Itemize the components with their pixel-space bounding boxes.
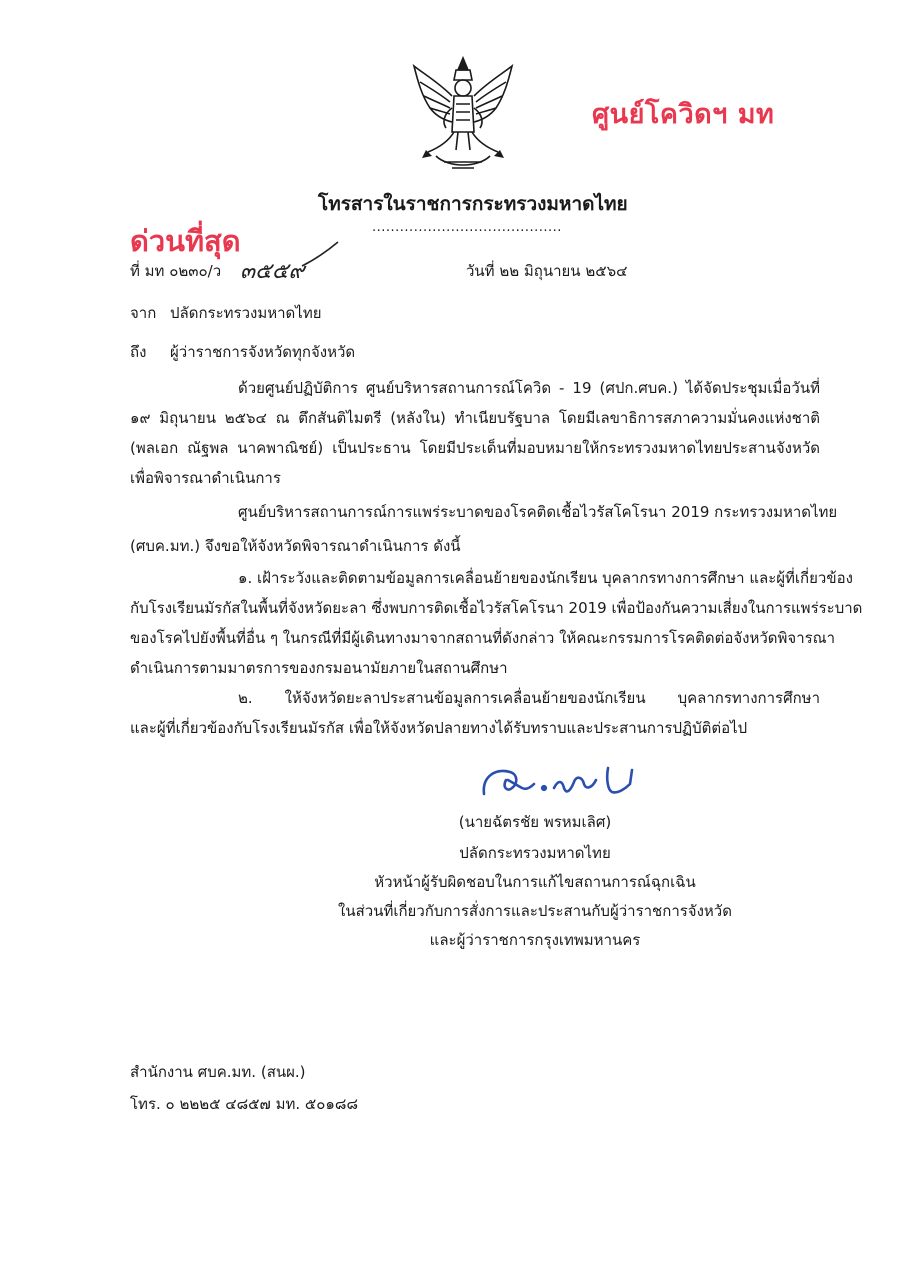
para1-line2: ๑๙ มิถุนายน ๒๕๖๔ ณ ตึกสันติไมตรี (หลังใน) ทำเนียบรัฐบาล โดยมีเลขาธิการสภาความมั่นคงแห่งชาติ	[130, 409, 820, 427]
item1-line2: กับโรงเรียนมัรกัสในพื้นที่จังหวัดยะลา ซึ่งพบการติดเชื้อไวรัสโคโรนา 2019 เพื่อป้องกันความเสี่ยงในการแพร่ระบาด	[130, 599, 863, 617]
item1-line3: ของโรคไปยังพื้นที่อื่น ๆ ในกรณีที่มีผู้เดินทางมาจากสถานที่ดังกล่าว ให้คณะกรรมการโรคติดต่อจังหวัดพิจารณา	[130, 629, 836, 647]
signatory-role-3: และผู้ว่าราชการกรุงเทพมหานคร	[429, 931, 641, 949]
signatory-title: ปลัดกระทรวงมหาดไทย	[459, 844, 611, 862]
para1-line3: (พลเอก ณัฐพล นาคพาณิชย์) เป็นประธาน โดยมีประเด็นที่มอบหมายให้กระทรวงมหาดไทยประสานจังหวัด	[130, 439, 820, 457]
para2-line1: ศูนย์บริหารสถานการณ์การแพร่ระบาดของโรคติดเชื้อไวรัสโคโรนา 2019 กระทรวงมหาดไทย	[238, 503, 838, 521]
to-value: ผู้ว่าราชการจังหวัดทุกจังหวัด	[170, 343, 356, 361]
para2-line2: (ศบค.มท.) จึงขอให้จังหวัดพิจารณาดำเนินการ ดังนี้	[130, 537, 461, 555]
from-label: จาก	[130, 304, 157, 322]
reference-number: ที่ มท ๐๒๓๐/ว	[130, 262, 222, 280]
signature-mark	[478, 758, 658, 808]
office-phone: โทร. ๐ ๒๒๒๕ ๔๘๕๗ มท. ๕๐๑๘๘	[130, 1095, 359, 1113]
garuda-emblem	[408, 52, 518, 177]
item2-line2: และผู้ที่เกี่ยวข้องกับโรงเรียนมัรกัส เพื่อให้จังหวัดปลายทางได้รับทราบและประสานการปฏิบัติต่อไป	[130, 719, 748, 737]
document-date: วันที่ ๒๒ มิถุนายน ๒๕๖๔	[466, 262, 628, 280]
item1-line1: ๑. เฝ้าระวังและติดตามข้อมูลการเคลื่อนย้ายของนักเรียน บุคลากรทางการศึกษา และผู้ที่เกี่ยวข้อง	[238, 569, 853, 587]
to-label: ถึง	[130, 343, 147, 361]
urgency-stamp: ด่วนที่สุด	[130, 224, 241, 258]
handwritten-stroke	[300, 240, 340, 270]
covid-center-stamp: ศูนย์โควิดฯ มท	[592, 99, 775, 130]
document-type-title: โทรสารในราชการกระทรวงมหาดไทย	[318, 193, 628, 215]
item2-line1: ๒. ให้จังหวัดยะลาประสานข้อมูลการเคลื่อนย้ายของนักเรียน บุคลากรทางการศึกษา	[238, 689, 820, 707]
office-name: สำนักงาน ศบค.มท. (สนผ.)	[130, 1063, 306, 1081]
signatory-role-2: ในส่วนที่เกี่ยวกับการสั่งการและประสานกับผู้ว่าราชการจังหวัด	[338, 902, 732, 920]
signatory-role-1: หัวหน้าผู้รับผิดชอบในการแก้ไขสถานการณ์ฉุกเฉิน	[374, 873, 696, 891]
signatory-name: (นายฉัตรชัย พรหมเลิศ)	[458, 813, 612, 831]
dotted-line: .........................................	[372, 220, 562, 235]
item1-line4: ดำเนินการตามมาตรการของกรมอนามัยภายในสถานศึกษา	[130, 659, 508, 677]
para1-line1: ด้วยศูนย์ปฏิบัติการ ศูนย์บริหารสถานการณ์โควิด - 19 (ศปก.ศบค.) ได้จัดประชุมเมื่อวันที่	[238, 379, 820, 397]
from-value: ปลัดกระทรวงมหาดไทย	[170, 304, 322, 322]
para1-line4: เพื่อพิจารณาดำเนินการ	[130, 469, 281, 487]
handwritten-ref-number: ๓๕๕๙	[240, 259, 305, 284]
